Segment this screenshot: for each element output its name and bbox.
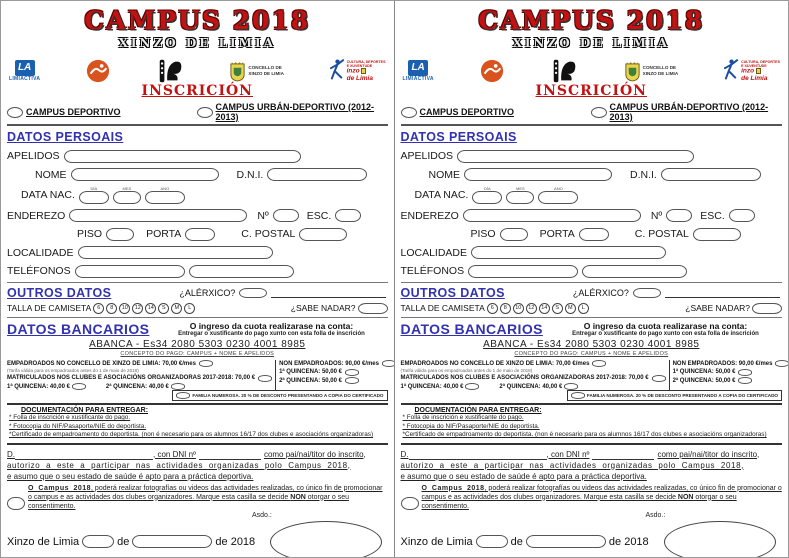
localidade-row [7,246,388,259]
alerxico-field[interactable] [633,288,661,298]
dept-crest-icon [756,68,761,74]
empadroados-checkbox[interactable] [199,360,213,367]
consent-line2: autorizo a este a participar nas actividades organizadas polo Campus 2018, [400,460,744,470]
limiactiva-name: LIMIACTIVA [9,76,41,82]
day-field[interactable] [476,535,508,548]
numero-label: Nº [650,209,663,222]
signature-row [401,521,783,558]
familia-numerosa-label: FAMILIA NUMEROSA. 20 % DE DESCONTO PRESENTANDO A COPIA DO CERTIFICADO [192,393,384,398]
data-nac-label: DATA NAC. [21,189,75,201]
year-label: de 2018 [608,535,649,548]
form-title: CAMPUS 2018 [478,6,705,35]
concello-name-line1: CONCELLO DE [642,65,677,71]
campus-urban-option [197,102,387,122]
ingreso-line1: O ingreso da cuota realizarase na conta: [583,320,748,331]
non-empadroados-checkbox[interactable] [382,360,395,367]
talla-circle-14[interactable]: 14 [145,303,156,314]
numero-label: Nº [257,209,269,222]
matriculados-checkbox[interactable] [652,375,666,382]
form-title: CAMPUS 2018 [84,6,311,35]
ano-field[interactable] [145,191,185,204]
sports-club-logo-icon [86,59,110,83]
esc-label: ESC. [700,209,725,222]
telefonos-label: TELÉFONOS [7,265,71,277]
matriculados-label: MATRICULADOS NOS CLUBES E ASOCIACIÓNS ORGANIZADORAS 2017-2018: 70,00 € [400,375,649,381]
photo-consent-bold: O Campus 2018 [28,484,92,492]
datos-persoais-heading: DATOS PERSOAIS [400,130,517,144]
form-subtitle: XINZO DE LIMIA [118,36,276,50]
dept-town-name2: de Limia [346,74,373,82]
familia-numerosa-box [172,390,387,401]
non-empadroados-label: NON EMPADROADOS: 90,00 €/mes [672,360,773,367]
enderezo-row [7,209,388,222]
piso-porta-postal-row [7,228,388,241]
familia-numerosa-label: FAMILIA NUMEROSA. 20 % DE DESCONTO PRESENTANDO A COPIA DO CERTIFICADO [586,393,778,398]
limiactiva-mark-icon: LA [408,60,428,76]
quincena1-50-checkbox[interactable] [345,369,359,376]
localidade-field[interactable] [78,246,273,259]
tarifa-note: (Tarifa válida para os empadroados antes do 1 de maio de 2018) [400,368,533,373]
campus-options-row [7,102,388,126]
concello-crest-icon [229,61,246,82]
campus-options-row [401,102,783,126]
quincena1-40-checkbox[interactable] [465,383,479,390]
dept-town-name2: de Limia [741,74,768,82]
sabe-nadar-label: ¿SABE NADAR? [290,303,356,313]
non-empadroados-label: NON EMPADROADOS: 90,00 €/mes [279,360,379,367]
empadroados-checkbox[interactable] [592,360,606,367]
place-label: Xinzo de Limia [400,535,473,548]
sabe-nadar-field[interactable] [752,303,782,314]
ano-field[interactable] [538,191,578,204]
empadroados-label: EMPADROADOS NO CONCELLO DE XINZO DE LIMIA: 70,00 €/mes [7,360,196,367]
concello-crest-icon [624,61,641,82]
talla-circle-12[interactable]: 12 [132,303,143,314]
ingreso-note [549,321,782,337]
consent-line1-tail: como pai/nai/titor do inscrito, [263,449,366,459]
xinzo-dept-logo [724,58,780,84]
dept-town-name1: inzo [346,68,360,76]
dept-label-line2: E XUVENTUDE [346,64,373,69]
esc-label: ESC. [306,209,332,222]
nome-label: NOME [35,168,67,181]
documentacion-box [401,403,783,445]
date-line [7,535,255,548]
consent-dni-blank[interactable] [199,451,261,460]
ano-label: ANO [160,185,170,191]
campus-deportivo-option [7,107,197,118]
month-field[interactable] [526,535,606,548]
photo-consent-block [7,484,388,511]
telefono1-field[interactable] [75,265,185,278]
dni-label: D.N.I. [236,168,264,181]
dept-label-line2: E XUVENTUDE [741,64,767,69]
nome-field[interactable] [71,168,219,181]
campus-urban-checkbox[interactable] [197,107,212,118]
outros-datos-row [7,282,388,300]
pricing-block [401,360,783,402]
black-club-logo-icon [156,57,184,85]
dia-label: DÍA [484,185,491,191]
ano-label: ANO [554,185,563,191]
telefonos-label: TELÉFONOS [400,265,465,277]
campus-urban-label: CAMPUS URBÁN-DEPORTIVO (2012-2013) [215,102,375,122]
apelidos-label: APELIDOS [7,150,60,162]
quincena2-40-label: 2ª QUINCENA: 40,00 € [499,383,563,390]
nome-label: NOME [428,168,460,181]
talla-camiseta-label: TALLA DE CAMISETA [7,303,92,313]
xinzo-dept-logo [330,58,386,84]
telefono2-field[interactable] [189,265,294,278]
concello-logo [229,61,283,82]
quincena1-40-label: 1ª QUINCENA: 40,00 € [400,383,464,390]
talla-circle-14[interactable]: 14 [539,303,550,314]
mes-label: MES [122,185,132,191]
form-copy-right [395,1,789,557]
quincena2-50-label: 2ª QUINCENA: 50,00 € [672,377,736,384]
talla-circle-6[interactable]: 6 [93,303,104,314]
datos-bancarios-row [401,321,783,337]
de-label: de [510,535,523,548]
doc-item-fotocopia: * Fotocopia do NIF/Pasaporte/NIE do deportista. [402,422,540,430]
talla-circle-8[interactable]: 8 [106,303,117,314]
concello-name-line2: XINZO DE LIMIA [248,71,284,76]
matriculados-checkbox[interactable] [258,375,272,382]
consent-dni-label: , con DNI nº [153,449,196,459]
mes-label: MES [516,185,525,191]
datos-persoais-heading: DATOS PERSOAIS [7,130,124,144]
porta-label: PORTA [146,228,182,240]
c-postal-field[interactable] [693,228,741,241]
pricing-right-column [275,360,394,392]
alerxico-field[interactable] [239,288,267,298]
pricing-right-column [669,360,788,392]
talla-circle-10[interactable]: 10 [513,303,524,314]
mes-field[interactable] [506,191,534,204]
consent-line1-tail: como pai/nai/titor do inscrito, [657,449,760,459]
quincena1-50-checkbox[interactable] [738,369,752,376]
apelidos-field[interactable] [64,150,301,163]
limiactiva-logo [403,60,434,82]
jumping-figure-icon [330,58,345,84]
familia-numerosa-box [567,390,782,401]
doc-item-certificado: *Certificado de empadroamento do deportista. (non é necesario para os alumnos 16/17 dos clubes e asociacións organizadoras) [9,431,374,438]
photo-consent-rest: , poderá realizar fotografías ou videos das actividades realizadas, co único fin de promocionar o campus e as actividades dos clubes organizadores. Marque esta casilla se decide [421,484,782,501]
talla-circle-s[interactable]: S [158,303,169,314]
consent-dni-label: , con DNI nº [546,449,590,459]
inscription-heading: INSCRICIÓN [141,83,253,99]
enderezo-row [401,209,783,222]
talla-circle-12[interactable]: 12 [526,303,537,314]
data-nac-label: DATA NAC. [414,189,469,201]
outros-datos-heading: OUTROS DATOS [7,285,112,300]
doc-item-certificado: *Certificado de empadroamento do deportista. (non é necesario para os alumnos 16/17 dos clubes e asociacións organizadoras) [402,431,767,438]
inscription-heading: INSCRICIÓN [535,83,647,99]
enderezo-label: ENDEREZO [7,209,66,222]
sports-club-logo-icon [480,59,504,83]
nome-dni-row [401,168,783,181]
dept-label-line1: CULTURA, DEPORTES [741,59,780,64]
limiactiva-logo [9,60,40,82]
month-field[interactable] [132,535,212,548]
talla-circle-m[interactable]: M [171,303,182,314]
consent-name-blank[interactable] [409,451,547,460]
campus-urban-checkbox[interactable] [591,107,606,118]
enderezo-field[interactable] [463,209,641,222]
photo-consent-checkbox[interactable] [401,497,419,510]
signature-field[interactable] [664,521,776,558]
telefono1-field[interactable] [468,265,578,278]
apelidos-label: APELIDOS [400,150,454,162]
talla-circle-8[interactable]: 8 [500,303,511,314]
piso-field[interactable] [500,228,528,241]
outros-datos-heading: OUTROS DATOS [400,285,505,300]
data-nac-row [7,187,388,204]
talla-row [7,303,388,318]
esc-field[interactable] [335,209,361,222]
quincena1-50-label: 1ª QUINCENA: 50,00 € [279,369,342,375]
dept-town-name1: inzo [741,68,755,76]
dia-label: DÍA [90,185,98,191]
asdo-label: Asdo.: [645,511,666,519]
outros-datos-row [401,282,783,300]
doc-item-fotocopia: * Fotocopia do NIF/Pasaporte/NIE do deportista. [9,422,147,430]
apelidos-field[interactable] [457,150,694,163]
c-postal-label: C. POSTAL [241,228,296,240]
consent-dni-blank[interactable] [592,451,654,460]
consent-d-label: D. [400,449,409,459]
pricing-left-column [401,360,669,392]
concepto-pago: CONCEPTO DO PAGO: CAMPUS + NOME E APELIDOS [514,350,669,357]
quincena1-40-checkbox[interactable] [72,383,86,390]
asdo-label: Asdo.: [252,511,272,519]
concello-name-line2: XINZO DE LIMIA [642,71,679,76]
photo-consent-text [422,484,783,511]
photo-consent-rest: , poderá realizar fotografías ou videos das actividades realizadas, co único fin de promocionar o campus e as actividades dos clubes organizadores. Marque esta casilla se decide [28,484,383,501]
consent-name-blank[interactable] [15,451,153,460]
dept-label-line1: CULTURA, DEPORTES [346,59,386,64]
quincena1-40-label: 1ª QUINCENA: 40,00 € [7,383,70,390]
ingreso-line1: O ingreso da cuota realizarase na conta: [189,320,354,331]
datos-bancarios-heading: DATOS BANCARIOS [7,320,150,337]
photo-consent-checkbox[interactable] [7,497,25,510]
quincena2-50-checkbox[interactable] [738,377,752,384]
doc-item-folla: * Folla de inscrición e xustificante do pago. [402,414,524,421]
non-empadroados-checkbox[interactable] [775,360,788,367]
photo-consent-end: otorgar o seu consentimento. [28,493,350,510]
documentacion-heading: DOCUMENTACIÓN PARA ENTREGAR: [21,407,149,414]
localidade-field[interactable] [471,246,666,259]
c-postal-label: C. POSTAL [634,228,689,240]
enderezo-field[interactable] [69,209,247,222]
enderezo-label: ENDEREZO [400,209,459,222]
ingreso-line2: Entregar o xustificante do pago xunto con esta folla de inscrición [178,330,365,337]
limiactiva-name: LIMIACTIVA [402,76,434,82]
concepto-pago: CONCEPTO DO PAGO: CAMPUS + NOME E APELIDOS [120,350,275,357]
form-copy-left [1,1,395,557]
signature-field[interactable] [270,521,382,558]
quincena2-50-label: 2ª QUINCENA: 50,00 € [279,377,342,384]
telefonos-row [401,265,783,278]
porta-field[interactable] [185,228,215,241]
consent-paragraph [401,449,783,482]
doc-item-folla: * Folla de inscrición e xustificante do pago. [9,414,131,421]
dia-field[interactable] [79,191,109,204]
localidade-label: LOCALIDADE [7,246,74,259]
campus-urban-label: CAMPUS URBÁN-DEPORTIVO (2012-2013) [609,102,769,122]
dni-field[interactable] [267,168,367,181]
empadroados-label: EMPADROADOS NO CONCELLO DE XINZO DE LIMIA: 70,00 €/mes [400,360,590,367]
quincena1-50-label: 1ª QUINCENA: 50,00 € [672,369,736,375]
concello-logo [624,61,678,82]
photo-consent-bold: O Campus 2018 [421,484,485,492]
telefono2-field[interactable] [582,265,687,278]
campus-deportivo-label: CAMPUS DEPORTIVO [26,107,121,117]
consent-line3: e asumo que o seu estado de saúde é apto para a práctica deportiva. [400,471,647,481]
talla-circle-m[interactable]: M [565,303,576,314]
form-subtitle: XINZO DE LIMIA [512,36,670,50]
apelidos-row [7,150,388,163]
data-nac-row [401,187,783,204]
inscription-form [7,6,388,557]
alerxico-label: ¿ALÉRXICO? [572,287,629,298]
alerxico-blank-line[interactable] [665,288,780,298]
porta-label: PORTA [539,228,575,240]
campus-urban-option [591,102,782,122]
consent-d-label: D. [7,449,15,459]
concello-name-line1: CONCELLO DE [248,65,282,71]
documentacion-box [7,403,388,445]
tarifa-note: (Tarifa válida para os empadroados antes do 1 de maio de 2018) [7,368,139,373]
campus-deportivo-option [401,107,592,118]
piso-label: PISO [470,228,496,240]
photo-consent-end: otorgar o seu consentimento. [421,493,737,510]
familia-numerosa-checkbox[interactable] [571,392,585,399]
pricing-block [7,360,388,402]
talla-camiseta-label: TALLA DE CAMISETA [400,303,485,313]
dni-label: D.N.I. [630,168,657,181]
quincena2-50-checkbox[interactable] [345,377,359,384]
photo-consent-block [401,484,783,511]
campus-deportivo-label: CAMPUS DEPORTIVO [419,107,515,117]
limiactiva-mark-icon: LA [15,60,35,76]
day-field[interactable] [82,535,114,548]
documentacion-heading: DOCUMENTACIÓN PARA ENTREGAR: [414,407,542,414]
piso-field[interactable] [106,228,134,241]
consent-line3: e asumo que o seu estado de saúde é apto para a práctica deportiva. [7,471,254,481]
localidade-label: LOCALIDADE [400,246,468,259]
datos-bancarios-row [7,321,388,337]
datos-bancarios-heading: DATOS BANCARIOS [400,320,543,337]
dni-field[interactable] [661,168,761,181]
sabe-nadar-field[interactable] [358,303,388,314]
alerxico-label: ¿ALÉRXICO? [179,287,236,298]
inscription-form [401,6,783,557]
ingreso-line2: Entregar o xustificante do pago xunto con esta folla de inscrición [572,330,759,337]
telefonos-row [7,265,388,278]
nome-field[interactable] [464,168,612,181]
esc-field[interactable] [729,209,755,222]
numero-field[interactable] [273,209,299,222]
year-label: de 2018 [215,535,256,548]
talla-circle-l[interactable]: L [184,303,195,314]
signature-row [7,521,388,558]
quincena2-40-label: 2ª QUINCENA: 40,00 € [105,383,169,390]
dia-field[interactable] [472,191,502,204]
campus-deportivo-checkbox[interactable] [401,107,417,118]
bank-account: ABANCA - Es34 2080 5303 0230 4001 8985 [483,338,700,350]
numero-field[interactable] [666,209,692,222]
photo-consent-non: NON [677,493,694,501]
ingreso-note [155,321,387,337]
sabe-nadar-label: ¿SABE NADAR? [685,303,750,313]
jumping-figure-icon [724,58,739,84]
nome-dni-row [7,168,388,181]
pricing-left-column [7,360,275,392]
apelidos-row [401,150,783,163]
photo-consent-non: NON [290,493,306,501]
porta-field[interactable] [579,228,609,241]
talla-circle-6[interactable]: 6 [487,303,498,314]
black-club-logo-icon [550,57,578,85]
talla-circle-10[interactable]: 10 [119,303,130,314]
talla-row [401,303,783,318]
familia-numerosa-checkbox[interactable] [176,392,190,399]
matriculados-label: MATRICULADOS NOS CLUBES E ASOCIACIÓNS ORGANIZADORAS 2017-2018: 70,00 € [7,375,256,381]
talla-circle-l[interactable]: L [578,303,589,314]
mes-field[interactable] [113,191,141,204]
dept-crest-icon [361,68,366,74]
bank-account: ABANCA - Es34 2080 5303 0230 4001 8985 [89,338,306,350]
piso-porta-postal-row [401,228,783,241]
talla-circle-s[interactable]: S [552,303,563,314]
campus-deportivo-checkbox[interactable] [7,107,23,118]
alerxico-blank-line[interactable] [271,288,385,298]
piso-label: PISO [77,228,103,240]
date-line [401,535,649,548]
place-label: Xinzo de Limia [7,535,80,548]
c-postal-field[interactable] [299,228,347,241]
photo-consent-text [28,484,388,511]
localidade-row [401,246,783,259]
consent-paragraph [7,449,388,482]
de-label: de [117,535,130,548]
consent-line2: autorizo a este a participar nas actividades organizadas polo Campus 2018, [7,460,351,470]
